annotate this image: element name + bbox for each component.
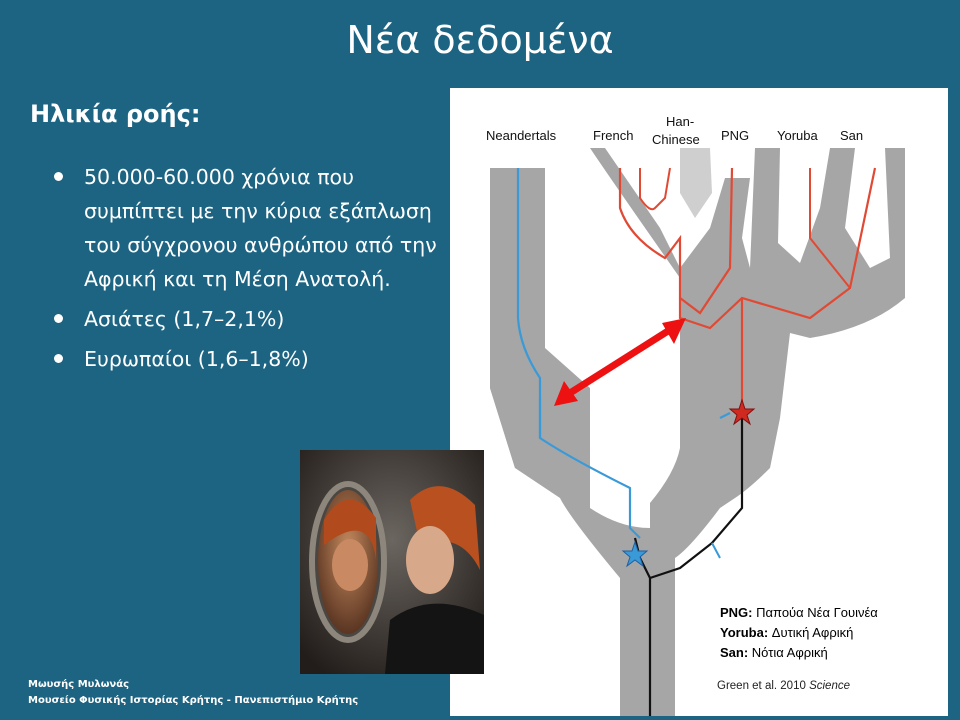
han-branch-highlight bbox=[680, 148, 712, 218]
legend-text: Παπούα Νέα Γουινέα bbox=[756, 605, 878, 620]
diagram-legend bbox=[720, 603, 878, 663]
taxon-chinese: Chinese bbox=[652, 132, 700, 147]
citation-authors: Green et al. 2010 bbox=[717, 680, 806, 692]
taxon-png: PNG bbox=[721, 128, 750, 143]
legend-item bbox=[720, 623, 878, 643]
bullet-item bbox=[40, 160, 450, 296]
bullet-text: 50.000-60.000 χρόνια που συμπίπτει με την κύρια εξάπλωση του σύγχρονου ανθρώπου από την Αφρική και τη Μέση Ανατολή. bbox=[84, 165, 437, 291]
legend-item bbox=[720, 643, 878, 663]
bullet-icon bbox=[54, 314, 63, 323]
legend-abbr: Yoruba: bbox=[720, 625, 769, 640]
taxon-han: Han- bbox=[666, 114, 695, 129]
legend-text: Νότια Αφρική bbox=[751, 645, 828, 660]
bullet-list bbox=[40, 160, 450, 382]
bullet-icon bbox=[54, 172, 63, 181]
citation bbox=[717, 680, 850, 692]
legend-text: Δυτική Αφρική bbox=[771, 625, 854, 640]
bullet-text: Ευρωπαίοι (1,6–1,8%) bbox=[84, 347, 309, 371]
legend-abbr: PNG: bbox=[720, 605, 753, 620]
double-arrow-icon bbox=[554, 318, 686, 406]
legend-abbr: San: bbox=[720, 645, 749, 660]
photo-illustration bbox=[300, 450, 484, 674]
taxon-yoruba: Yoruba bbox=[777, 128, 818, 143]
legend-item bbox=[720, 603, 878, 623]
citation-journal: Science bbox=[809, 680, 850, 692]
bullet-text: Ασιάτες (1,7–2,1%) bbox=[84, 307, 285, 331]
taxon-french: French bbox=[593, 128, 634, 143]
taxon-san: San bbox=[840, 128, 864, 143]
subheading: Ηλικία ροής: bbox=[30, 100, 201, 128]
footer-author: Μωυσής Μυλωνάς bbox=[28, 679, 130, 690]
footer-institution: Μουσείο Φυσικής Ιστορίας Κρήτης - Πανεπιστήμιο Κρήτης bbox=[28, 695, 359, 706]
bullet-item bbox=[40, 302, 450, 336]
slide-title: Νέα δεδομένα bbox=[346, 18, 614, 62]
bullet-item bbox=[40, 342, 450, 376]
taxon-neandertals: Neandertals bbox=[486, 128, 557, 143]
bullet-icon bbox=[54, 354, 63, 363]
neanderthal-mirror-image bbox=[300, 450, 484, 674]
